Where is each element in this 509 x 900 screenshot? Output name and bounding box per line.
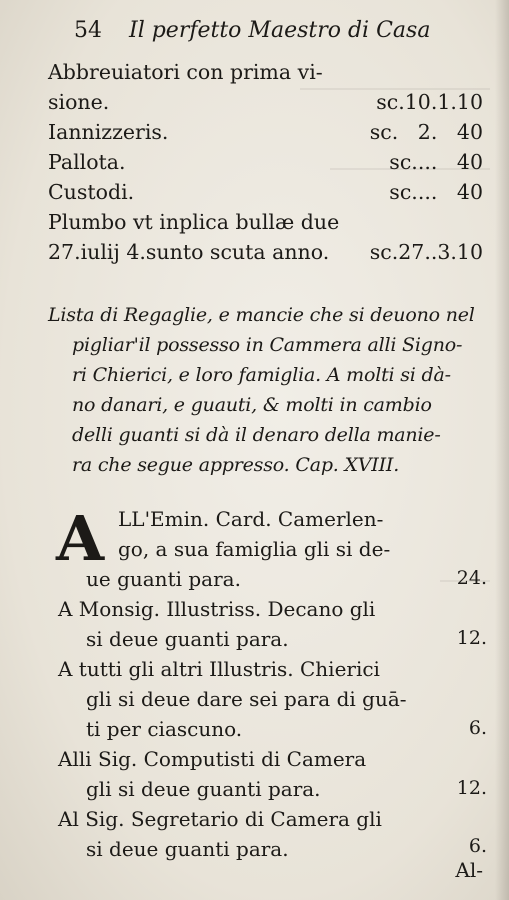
entry-label: sione. — [48, 90, 110, 114]
body-line: A Monsig. Illustriss. Decano gli — [58, 597, 376, 621]
running-header — [74, 18, 430, 43]
body-line: go, a sua famiglia gli si de- — [118, 537, 391, 561]
line-amount: 6. — [468, 717, 487, 739]
entry-row — [48, 180, 483, 210]
running-title: Il perfetto Maestro di Casa — [129, 18, 431, 43]
entry-row — [48, 240, 483, 270]
line-amount: 12. — [456, 627, 487, 649]
line-amount: 6. — [468, 835, 487, 857]
page-edge-shadow — [495, 0, 509, 900]
entry-row — [48, 210, 483, 240]
page-number: 54 — [74, 18, 102, 43]
entry-label: Pallota. — [48, 150, 126, 174]
entry-amount: sc.10.1.10 — [376, 90, 483, 114]
entry-amount: sc.... 40 — [389, 150, 483, 174]
body-line: LL'Emin. Card. Camerlen- — [118, 507, 384, 531]
body-line: ti per ciascuno. — [86, 717, 243, 741]
entry-row — [48, 90, 483, 120]
heading-line: delli guanti si dà il denaro della manie- — [72, 424, 441, 446]
drop-cap: A — [56, 502, 105, 575]
entry-amount: sc.27..3.10 — [369, 240, 483, 264]
entry-label: Abbreuiatori con prima vi- — [48, 60, 323, 84]
entry-amount: sc. 2. 40 — [369, 120, 483, 144]
heading-line: ra che segue appresso. Cap. XVIII. — [72, 454, 400, 476]
heading-line: Lista di Regaglie, e mancie che si deuono nel — [48, 304, 475, 326]
body-line: A tutti gli altri Illustris. Chierici — [58, 657, 380, 681]
body-line: si deue guanti para. — [86, 837, 289, 861]
entry-amount: sc.... 40 — [389, 180, 483, 204]
line-amount: 24. — [456, 567, 487, 589]
heading-line: ri Chierici, e loro famiglia. A molti si dà- — [72, 364, 451, 386]
body-line: Al Sig. Segretario di Camera gli — [58, 807, 382, 831]
heading-line: no danari, e guauti, & molti in cambio — [72, 394, 432, 416]
line-amount: 12. — [456, 777, 487, 799]
body-line: si deue guanti para. — [86, 627, 289, 651]
catchword: Al- — [455, 858, 483, 882]
body-line: Alli Sig. Computisti di Camera — [58, 747, 367, 771]
entry-row — [48, 120, 483, 150]
body-line: ue guanti para. — [86, 567, 241, 591]
entry-label: Custodi. — [48, 180, 135, 204]
entry-label: Plumbo vt inplica bullæ due — [48, 210, 340, 234]
entry-row — [48, 60, 483, 90]
body-line: gli si deue guanti para. — [86, 777, 321, 801]
entry-label: Iannizzeris. — [48, 120, 169, 144]
body-line: gli si deue dare sei para di guā- — [86, 687, 407, 711]
entry-label: 27.iulij 4.sunto scuta anno. — [48, 240, 330, 264]
entry-row — [48, 150, 483, 180]
heading-line: pigliar'il possesso in Cammera alli Signo- — [72, 334, 463, 356]
